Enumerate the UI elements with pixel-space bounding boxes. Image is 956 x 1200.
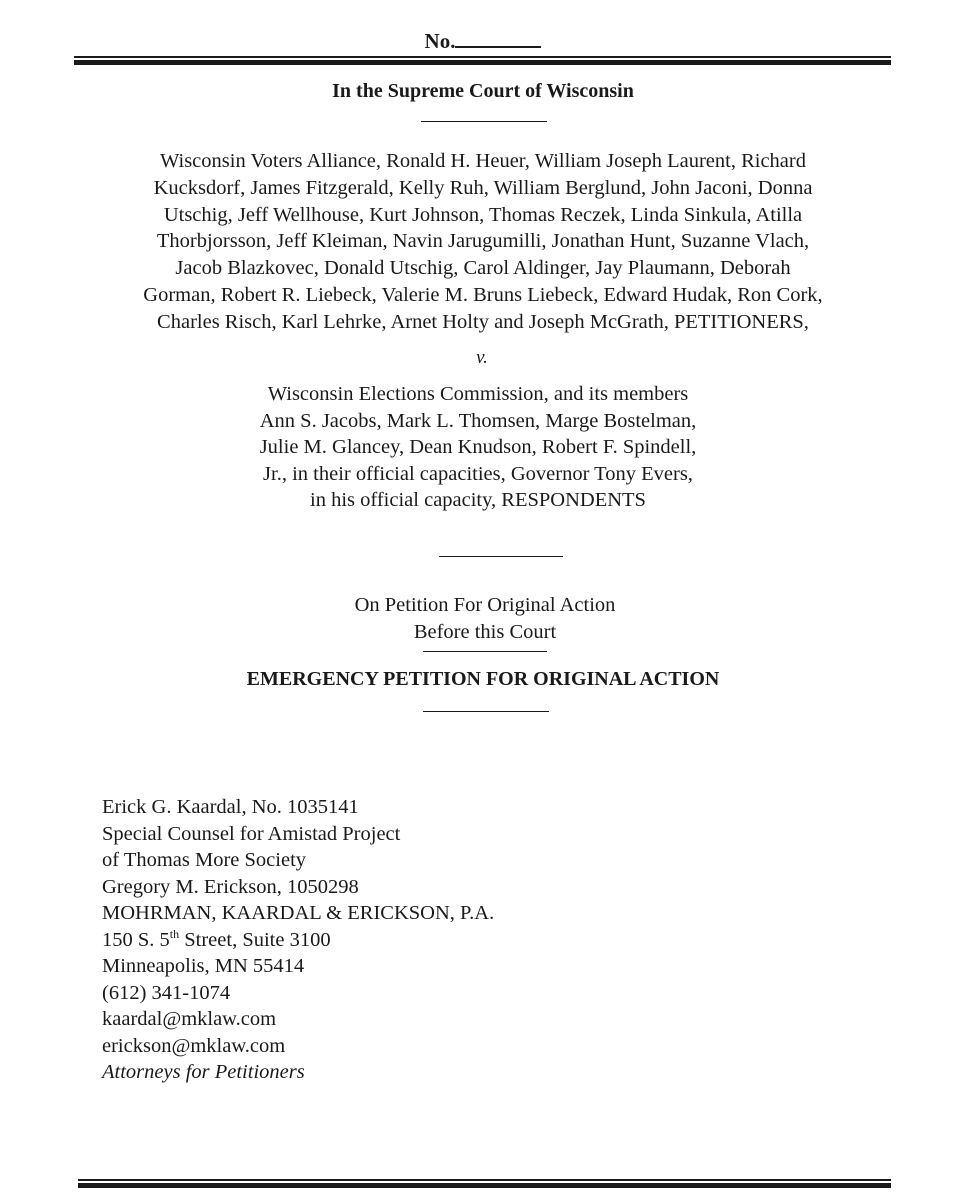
petitioners-block [90, 148, 876, 336]
respondents-line: Jr., in their official capacities, Governor Tony Evers, [263, 462, 693, 485]
proceeding-line-2: Before this Court [413, 620, 557, 643]
respondents-line: Wisconsin Elections Commission, and its members [267, 383, 689, 405]
top-double-rule [74, 56, 891, 65]
counsel-line: Special Counsel for Amistad Project [102, 822, 401, 845]
court-title: In the Supreme Court of Wisconsin [332, 80, 634, 102]
counsel-email-1: kaardal@mklaw.com [102, 1008, 277, 1030]
respondents-line: in his official capacity, RESPONDENTS [310, 489, 646, 512]
petitioners-line: Charles Risch, Karl Lehrke, Arnet Holty and Joseph McGrath, PETITIONERS, [157, 310, 809, 333]
petitioners-line: Kucksdorf, James Fitzgerald, Kelly Ruh, William Berglund, John Jaconi, Donna [153, 176, 813, 199]
counsel-line: Gregory M. Erickson, 1050298 [102, 875, 359, 898]
case-number-blank [455, 28, 541, 48]
document-title-underline [423, 711, 549, 712]
proceeding-underline [423, 651, 547, 652]
respondents-line: Julie M. Glancey, Dean Knudson, Robert F. Spindell, [259, 436, 697, 459]
petitioners-line: Jacob Blazkovec, Donald Utschig, Carol Aldinger, Jay Plaumann, Deborah [175, 257, 791, 280]
counsel-role: Attorneys for Petitioners [102, 1061, 305, 1083]
bottom-double-rule [78, 1179, 891, 1188]
case-number [0, 28, 956, 54]
address-suffix: Street, Suite 3100 [179, 928, 331, 951]
document-title: EMERGENCY PETITION FOR ORIGINAL ACTION [246, 668, 720, 690]
counsel-city: Minneapolis, MN 55414 [102, 955, 305, 977]
proceeding-line-1: On Petition For Original Action [354, 594, 616, 616]
counsel-phone: (612) 341-1074 [102, 981, 231, 1004]
respondents-block [200, 381, 756, 514]
section-divider [439, 556, 563, 557]
address-prefix: 150 S. 5 [102, 928, 170, 951]
counsel-email-2: erickson@mklaw.com [102, 1034, 286, 1057]
versus-label: v. [476, 347, 488, 368]
petitioners-line: Gorman, Robert R. Liebeck, Valerie M. Bruns Liebeck, Edward Hudak, Ron Cork, [143, 283, 823, 306]
counsel-line: Erick G. Kaardal, No. 1035141 [102, 796, 359, 818]
case-number-label: No. [424, 29, 456, 53]
counsel-block [102, 794, 702, 1086]
counsel-line: of Thomas More Society [102, 849, 307, 871]
petitioners-line: Wisconsin Voters Alliance, Ronald H. Heuer, William Joseph Laurent, Richard [159, 150, 806, 172]
counsel-address [102, 927, 702, 954]
counsel-firm: MOHRMAN, KAARDAL & ERICKSON, P.A. [102, 902, 495, 924]
court-title-underline [421, 121, 547, 122]
petitioners-line: Utschig, Jeff Wellhouse, Kurt Johnson, Thomas Reczek, Linda Sinkula, Atilla [163, 203, 803, 226]
proceeding-block [280, 592, 690, 645]
petitioners-line: Thorbjorsson, Jeff Kleiman, Navin Jarugumilli, Jonathan Hunt, Suzanne Vlach, [156, 230, 810, 253]
address-ordinal: th [169, 926, 180, 941]
respondents-line: Ann S. Jacobs, Mark L. Thomsen, Marge Bostelman, [259, 409, 697, 432]
